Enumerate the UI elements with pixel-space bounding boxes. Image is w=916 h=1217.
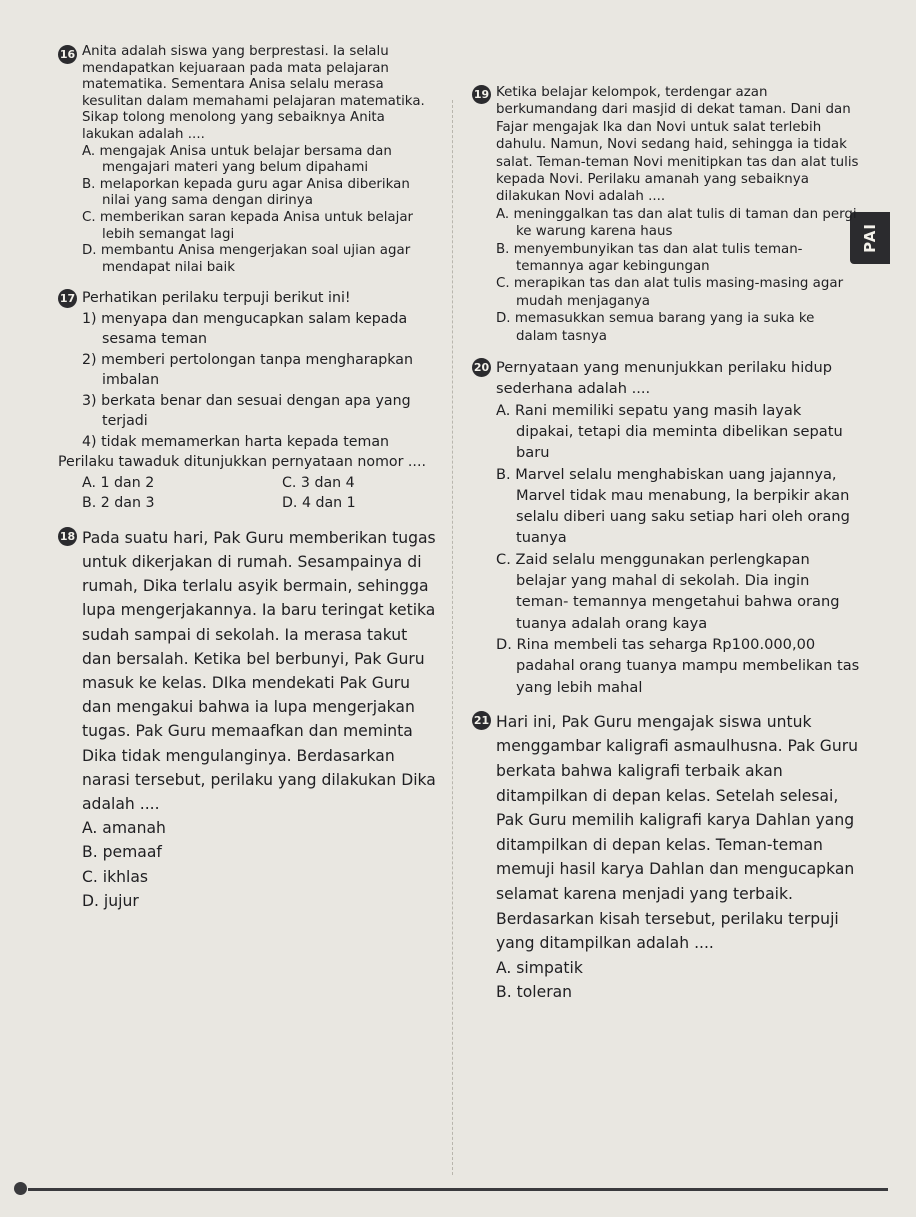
option-a[interactable]: A. mengajak Anisa untuk belajar bersama dan mengajari materi yang belum dipahami	[82, 143, 392, 176]
option-d[interactable]: D. jujur	[82, 891, 139, 910]
option-c[interactable]: C. 3 dan 4	[282, 474, 355, 491]
question-prompt: Perilaku tawaduk ditunjukkan pernyataan nomor ....	[58, 454, 426, 471]
question-text: Pada suatu hari, Pak Guru memberikan tugas untuk dikerjakan di rumah. Sesampainya di rumah, Dika terlalu asyik bermain, sehingga lupa mengerjakannya. Ia baru teringat ketika sudah sampai di sekolah. Ia merasa takut dan bersalah. Ketika bel berbunyi, Pak Guru masuk ke kelas. DIka mendekati Pak Guru dan mengakui bahwa ia lupa mengerjakan tugas. Pak Guru memaafkan dan meminta Dika tidak mengulanginya. Berdasarkan narasi tersebut, perilaku yang dilakukan Dika adalah ....	[82, 528, 436, 814]
right-column	[472, 84, 860, 1005]
question-text: Pernyataan yang menunjukkan perilaku hidup sederhana adalah ....	[496, 359, 833, 398]
option-b[interactable]: B. toleran	[496, 983, 573, 1002]
question-number-badge: 16	[58, 45, 77, 64]
question-number-badge: 17	[58, 289, 77, 308]
question-text: Anita adalah siswa yang berprestasi. Ia selalu mendapatkan kejuaraan pada mata pelajaran matematika. Sementara Anisa selalu merasa kesulitan dalam memahami pelajaran matematika. Sikap tolong menolong yang sebaiknya Anita lakukan adalah ....	[82, 44, 425, 142]
option-a[interactable]: A. simpatik	[496, 958, 583, 977]
option-b[interactable]: B. 2 dan 3	[82, 495, 155, 512]
option-c[interactable]: C. memberikan saran kepada Anisa untuk belajar lebih semangat lagi	[82, 209, 414, 242]
option-d[interactable]: D. 4 dan 1	[282, 495, 356, 512]
option-b[interactable]: B. pemaaf	[82, 843, 162, 862]
option-d[interactable]: D. membantu Anisa mengerjakan soal ujian agar mendapat nilai baik	[82, 243, 411, 275]
statement-4: 4) tidak memamerkan harta kepada teman	[82, 433, 390, 450]
question-number-badge: 19	[472, 85, 491, 104]
question-19	[472, 84, 860, 345]
option-a[interactable]: A. 1 dan 2	[82, 474, 155, 491]
option-d[interactable]: D. memasukkan semua barang yang ia suka ke dalam tasnya	[496, 311, 815, 344]
left-column	[58, 44, 436, 913]
option-a[interactable]: A. meninggalkan tas dan alat tulis di taman dan pergi ke warung karena haus	[496, 206, 857, 240]
question-21	[472, 710, 860, 1005]
subject-tab-label: PAI	[861, 223, 879, 253]
question-number-badge: 18	[58, 527, 77, 546]
option-c[interactable]: C. Zaid selalu menggunakan perlengkapan belajar yang mahal di sekolah. Dia ingin teman- temannya mengetahui bahwa orang tuanya adalah orang kaya	[496, 550, 840, 632]
question-text: Perhatikan perilaku terpuji berikut ini!	[82, 290, 351, 307]
option-c[interactable]: C. ikhlas	[82, 867, 149, 886]
options-grid	[58, 473, 436, 514]
question-16	[58, 44, 436, 276]
question-17	[58, 288, 436, 514]
option-a[interactable]: A. Rani memiliki sepatu yang masih layak dipakai, tetapi dia meminta dibelikan sepatu baru	[496, 401, 843, 462]
question-number-badge: 21	[472, 711, 491, 730]
question-text: Ketika belajar kelompok, terdengar azan berkumandang dari masjid di dekat taman. Dani dan Fajar mengajak Ika dan Novi untuk salat terlebih dahulu. Namun, Novi sedang haid, sehingga ia tidak salat. Teman-teman Novi menitipkan tas dan alat tulis kepada Novi. Perilaku amanah yang sebaiknya dilakukan Novi adalah ....	[496, 85, 859, 205]
statement-3: 3) berkata benar dan sesuai dengan apa yang terjadi	[82, 392, 411, 430]
statement-1: 1) menyapa dan mengucapkan salam kepada sesama teman	[82, 310, 408, 348]
question-20	[472, 357, 860, 698]
page-bottom-dot	[14, 1182, 27, 1195]
option-a[interactable]: A. amanah	[82, 819, 166, 838]
page-bottom-rule	[28, 1188, 888, 1191]
question-number-badge: 20	[472, 358, 491, 377]
question-text: Hari ini, Pak Guru mengajak siswa untuk menggambar kaligrafi asmaulhusna. Pak Guru berkata bahwa kaligrafi terbaik akan ditampilkan di depan kelas. Setelah selesai, Pak Guru memilih kaligrafi karya Dahlan yang ditampilkan di depan kelas. Teman-teman memuji hasil karya Dahlan dan mengucapkan selamat karena menjadi yang terbaik. Berdasarkan kisah tersebut, perilaku terpuji yang ditampilkan adalah ....	[496, 712, 859, 953]
question-18	[58, 526, 436, 913]
statement-2: 2) memberi pertolongan tanpa mengharapkan imbalan	[82, 351, 413, 389]
option-d[interactable]: D. Rina membeli tas seharga Rp100.000,00 padahal orang tuanya mampu membelikan tas yang lebih mahal	[496, 635, 860, 696]
option-b[interactable]: B. melaporkan kepada guru agar Anisa diberikan nilai yang sama dengan dirinya	[82, 176, 410, 209]
option-b[interactable]: B. menyembunyikan tas dan alat tulis teman-temannya agar kebingungan	[496, 241, 803, 275]
option-b[interactable]: B. Marvel selalu menghabiskan uang jajannya, Marvel tidak mau menabung, la berpikir akan selalu diberi uang saku setiap hari oleh orang tuanya	[496, 465, 850, 547]
option-c[interactable]: C. merapikan tas dan alat tulis masing-masing agar mudah menjaganya	[496, 276, 844, 309]
column-divider	[452, 100, 453, 1175]
